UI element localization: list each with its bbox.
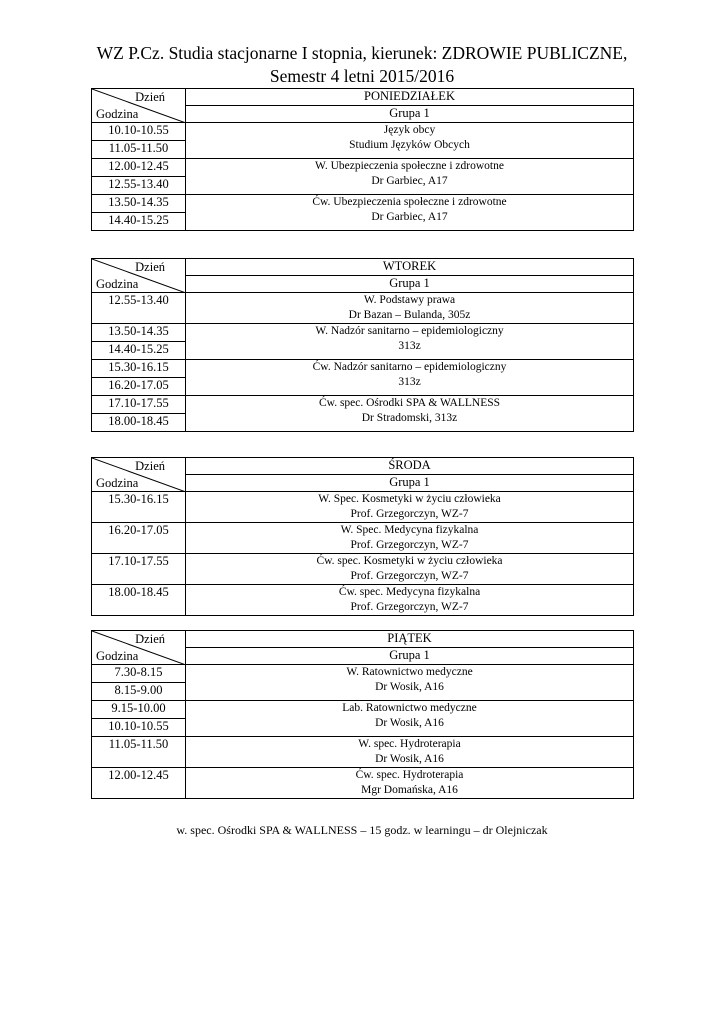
lesson-subject: Język obcy — [383, 124, 436, 136]
lesson-subject: W. Nadzór sanitarno – epidemiologiczny — [315, 325, 504, 337]
lesson-cell — [186, 523, 634, 554]
lesson-cell — [186, 195, 634, 231]
document-title: WZ P.Cz. Studia stacjonarne I stopnia, kierunek: ZDROWIE PUBLICZNE, — [96, 43, 628, 63]
table-row — [92, 492, 634, 523]
lesson-subject: Ćw. spec. Ośrodki SPA & WALLNESS — [318, 397, 501, 409]
time-slot: 14.40-15.25 — [92, 213, 186, 231]
hour-axis-label: Godzina — [96, 277, 139, 291]
lesson-cell — [186, 665, 634, 701]
group-label: Grupa 1 — [186, 648, 634, 665]
table-row — [92, 523, 634, 554]
time-slot: 18.00-18.45 — [92, 414, 186, 432]
table-row — [92, 360, 634, 378]
lesson-subject: Ćw. spec. Hydroterapia — [355, 769, 464, 781]
time-slot: 13.50-14.35 — [92, 324, 186, 342]
table-row — [92, 768, 634, 799]
group-label: Grupa 1 — [186, 475, 634, 492]
time-slot: 8.15-9.00 — [92, 683, 186, 701]
lesson-teacher-room: Prof. Grzegorczyn, WZ-7 — [350, 539, 469, 551]
day-axis-label: Dzień — [135, 459, 165, 473]
schedule-table-tuesday — [91, 258, 634, 432]
table-row — [92, 665, 634, 683]
time-slot: 11.05-11.50 — [92, 737, 186, 768]
time-slot: 18.00-18.45 — [92, 585, 186, 616]
lesson-teacher-room: 313z — [398, 376, 421, 388]
day-axis-label: Dzień — [135, 260, 165, 274]
header-corner-cell — [92, 631, 186, 665]
time-slot: 12.55-13.40 — [92, 293, 186, 324]
lesson-subject: Ćw. Ubezpieczenia społeczne i zdrowotne — [312, 196, 507, 208]
table-row — [92, 159, 634, 177]
table-row — [92, 554, 634, 585]
lesson-subject: W. Ubezpieczenia społeczne i zdrowotne — [315, 160, 504, 172]
hour-axis-label: Godzina — [96, 649, 139, 663]
lesson-subject: W. Ratownictwo medyczne — [346, 666, 473, 678]
lesson-cell — [186, 159, 634, 195]
lesson-teacher-room: Prof. Grzegorczyn, WZ-7 — [350, 508, 469, 520]
schedule-table-monday — [91, 88, 634, 231]
time-slot: 12.55-13.40 — [92, 177, 186, 195]
table-row — [92, 701, 634, 719]
lesson-cell — [186, 585, 634, 616]
lesson-teacher-room: Dr Wosik, A16 — [375, 717, 444, 729]
time-slot: 12.00-12.45 — [92, 768, 186, 799]
lesson-teacher-room: Mgr Domańska, A16 — [361, 784, 458, 796]
lesson-cell — [186, 123, 634, 159]
table-row — [92, 324, 634, 342]
table-row — [92, 123, 634, 141]
schedule-table-wednesday — [91, 457, 634, 616]
lesson-teacher-room: Dr Wosik, A16 — [375, 681, 444, 693]
time-slot: 17.10-17.55 — [92, 554, 186, 585]
group-label: Grupa 1 — [186, 106, 634, 123]
lesson-subject: Ćw. spec. Kosmetyki w życiu człowieka — [316, 555, 503, 567]
table-row — [92, 585, 634, 616]
table-row — [92, 737, 634, 768]
lesson-teacher-room: Prof. Grzegorczyn, WZ-7 — [350, 570, 469, 582]
header-corner-cell — [92, 259, 186, 293]
header-corner-cell — [92, 89, 186, 123]
lesson-subject: W. Spec. Medycyna fizykalna — [340, 524, 479, 536]
time-slot: 17.10-17.55 — [92, 396, 186, 414]
time-slot: 9.15-10.00 — [92, 701, 186, 719]
table-row — [92, 396, 634, 414]
time-slot: 15.30-16.15 — [92, 492, 186, 523]
lesson-cell — [186, 701, 634, 737]
day-name: PONIEDZIAŁEK — [186, 89, 634, 106]
day-axis-label: Dzień — [135, 632, 165, 646]
lesson-cell — [186, 768, 634, 799]
time-slot: 13.50-14.35 — [92, 195, 186, 213]
table-row — [92, 293, 634, 324]
time-slot: 10.10-10.55 — [92, 123, 186, 141]
lesson-cell — [186, 396, 634, 432]
lesson-cell — [186, 737, 634, 768]
group-label: Grupa 1 — [186, 276, 634, 293]
lesson-cell — [186, 492, 634, 523]
lesson-teacher-room: Dr Garbiec, A17 — [371, 211, 448, 223]
time-slot: 10.10-10.55 — [92, 719, 186, 737]
day-name: WTOREK — [186, 259, 634, 276]
lesson-cell — [186, 324, 634, 360]
time-slot: 16.20-17.05 — [92, 378, 186, 396]
table-row — [92, 195, 634, 213]
hour-axis-label: Godzina — [96, 476, 139, 490]
schedule-table-friday — [91, 630, 634, 799]
day-name: ŚRODA — [186, 458, 634, 475]
day-name: PIĄTEK — [186, 631, 634, 648]
header-corner-cell — [92, 458, 186, 492]
time-slot: 11.05-11.50 — [92, 141, 186, 159]
footnote: w. spec. Ośrodki SPA & WALLNESS – 15 godz. w learningu – dr Olejniczak — [176, 823, 548, 837]
time-slot: 12.00-12.45 — [92, 159, 186, 177]
lesson-teacher-room: Dr Wosik, A16 — [375, 753, 444, 765]
time-slot: 16.20-17.05 — [92, 523, 186, 554]
lesson-subject: Ćw. Nadzór sanitarno – epidemiologiczny — [312, 361, 507, 373]
day-axis-label: Dzień — [135, 90, 165, 104]
lesson-subject: W. spec. Hydroterapia — [358, 738, 461, 750]
lesson-subject: W. Spec. Kosmetyki w życiu człowieka — [318, 493, 501, 505]
time-slot: 14.40-15.25 — [92, 342, 186, 360]
lesson-subject: Lab. Ratownictwo medyczne — [342, 702, 477, 714]
lesson-subject: Ćw. spec. Medycyna fizykalna — [338, 586, 481, 598]
time-slot: 7.30-8.15 — [92, 665, 186, 683]
lesson-subject: W. Podstawy prawa — [363, 294, 456, 306]
hour-axis-label: Godzina — [96, 107, 139, 121]
semester-subtitle: Semestr 4 letni 2015/2016 — [269, 66, 455, 86]
lesson-teacher-room: Dr Stradomski, 313z — [361, 412, 458, 424]
lesson-teacher-room: Prof. Grzegorczyn, WZ-7 — [350, 601, 469, 613]
lesson-teacher-room: Studium Języków Obcych — [349, 139, 470, 151]
lesson-teacher-room: Dr Bazan – Bulanda, 305z — [348, 309, 471, 321]
lesson-cell — [186, 554, 634, 585]
lesson-cell — [186, 293, 634, 324]
lesson-cell — [186, 360, 634, 396]
lesson-teacher-room: 313z — [398, 340, 421, 352]
time-slot: 15.30-16.15 — [92, 360, 186, 378]
lesson-teacher-room: Dr Garbiec, A17 — [371, 175, 448, 187]
